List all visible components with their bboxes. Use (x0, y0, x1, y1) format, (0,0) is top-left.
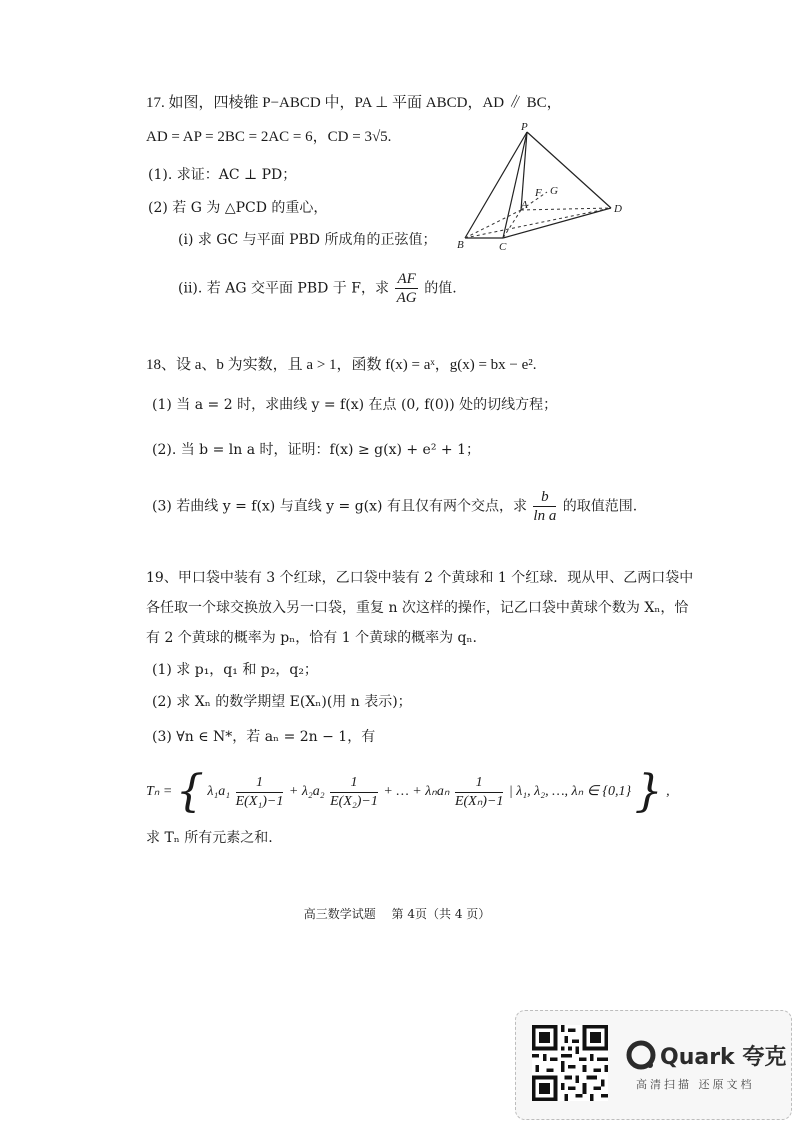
formula-brace-left: { (175, 766, 204, 817)
q18-part1: (1) 当 a = 2 时，求曲线 y = f(x) 在点 (0, f(0)) 处的切线方程； (152, 397, 558, 413)
q19-part1: (1) 求 p₁，q₁ 和 p₂，q₂； (152, 662, 318, 678)
qr-code-icon (532, 1025, 608, 1101)
formula-term2-den: E(X₂)−1 (330, 793, 378, 809)
label-D: D (614, 203, 622, 215)
q19-part3: (3) ∀n ∈ N*，若 aₙ = 2n − 1，有 (152, 729, 376, 745)
formula-term1-den: E(X₁)−1 (235, 793, 284, 809)
edge-BD (465, 208, 611, 238)
q18-part3 (152, 488, 637, 525)
formula-brace-right: } (634, 766, 663, 817)
quark-logo-icon (626, 1040, 656, 1070)
formula-condition: | λ₁, λ₂, …, λₙ ∈ {0,1} (508, 784, 632, 800)
q18-part3-text: (3) 若曲线 y = f(x) 与直线 y = g(x) 有且仅有两个交点，求 (152, 498, 527, 515)
q17-part1: (1). 求证：AC ⊥ PD； (148, 167, 297, 183)
q19-line2: 各任取一个球交换放入另一口袋，重复 n 次这样的操作，记乙口袋中黄球个数为 Xₙ，恰 (146, 600, 689, 616)
edge-CD (503, 208, 611, 238)
q18-fraction-den: ln a (533, 508, 557, 524)
quark-brand: Quark 夸克 (660, 1045, 787, 1070)
q19-last: 求 Tₙ 所有元素之和. (146, 830, 273, 846)
q18-part2: (2). 当 b = ln a 时，证明：f(x) ≥ g(x) + e² + 1； (152, 442, 480, 458)
formula-term1-coef: λ₁a₁ (207, 784, 231, 800)
formula-term3-coef: + … + λₙaₙ (383, 784, 450, 800)
formula-term1-frac (236, 774, 284, 811)
formula-lhs: Tₙ = (146, 784, 173, 800)
label-B: B (457, 239, 464, 251)
q17-part2-ii-text: (ii). 若 AG 交平面 PBD 于 F，求 (178, 280, 389, 297)
q17-line2: AD = AP = 2BC = 2AC = 6，CD = 3√5. (146, 129, 392, 145)
q17-fraction-den: AG (396, 290, 417, 306)
q18-fraction-num: b (533, 488, 556, 507)
q19-line3: 有 2 个黄球的概率为 pₙ，恰有 1 个黄球的概率为 qₙ. (146, 630, 478, 646)
q19-part2: (2) 求 Xₙ 的数学期望 E(Xₙ)(用 n 表示)； (152, 694, 412, 710)
edge-AD (521, 208, 611, 210)
formula-term3-frac (455, 774, 503, 811)
edge-PB (465, 132, 527, 238)
q18-fraction (533, 488, 556, 525)
q17-part2-ii-tail: 的值. (424, 280, 457, 297)
q18-line1: 18、设 a、b 为实数，且 a > 1，函数 f(x) = aˣ，g(x) = bx − e². (146, 357, 537, 373)
label-F: F (535, 187, 542, 199)
label-A: A (521, 199, 528, 211)
quark-brand-sub: 高清扫描 还原文档 (636, 1078, 755, 1091)
formula-term2-coef: + λ₂a₂ (288, 784, 325, 800)
formula-term2-num: 1 (330, 774, 378, 793)
q17-part2: (2) 若 G 为 △PCD 的重心， (148, 200, 328, 216)
q17-line1: 17. 如图，四棱锥 P−ABCD 中，PA ⊥ 平面 ABCD，AD ∥ BC， (146, 95, 562, 111)
formula-tail: , (666, 784, 670, 800)
formula-term1-num: 1 (236, 774, 284, 793)
page-footer: 高三数学试题 第 4页（共 4 页） (303, 907, 491, 921)
q17-part2-i: (i) 求 GC 与平面 PBD 所成角的正弦值； (178, 232, 437, 248)
q19-line1: 19、甲口袋中装有 3 个红球，乙口袋中装有 2 个黄球和 1 个红球．现从甲、乙两口袋中 (146, 570, 694, 586)
label-P: P (521, 121, 528, 133)
q17-part2-ii (178, 270, 457, 307)
q17-fraction-num: AF (397, 271, 416, 287)
q17-fraction (395, 270, 417, 307)
q18-part3-tail: 的取值范围. (562, 498, 638, 515)
formula-term3-num: 1 (455, 774, 503, 793)
label-G: G (550, 185, 558, 197)
label-C: C (499, 241, 507, 253)
q19-formula (146, 766, 670, 817)
pyramid-figure (455, 120, 630, 255)
formula-term2-frac (330, 774, 378, 811)
formula-term3-den: E(Xₙ)−1 (454, 793, 504, 809)
